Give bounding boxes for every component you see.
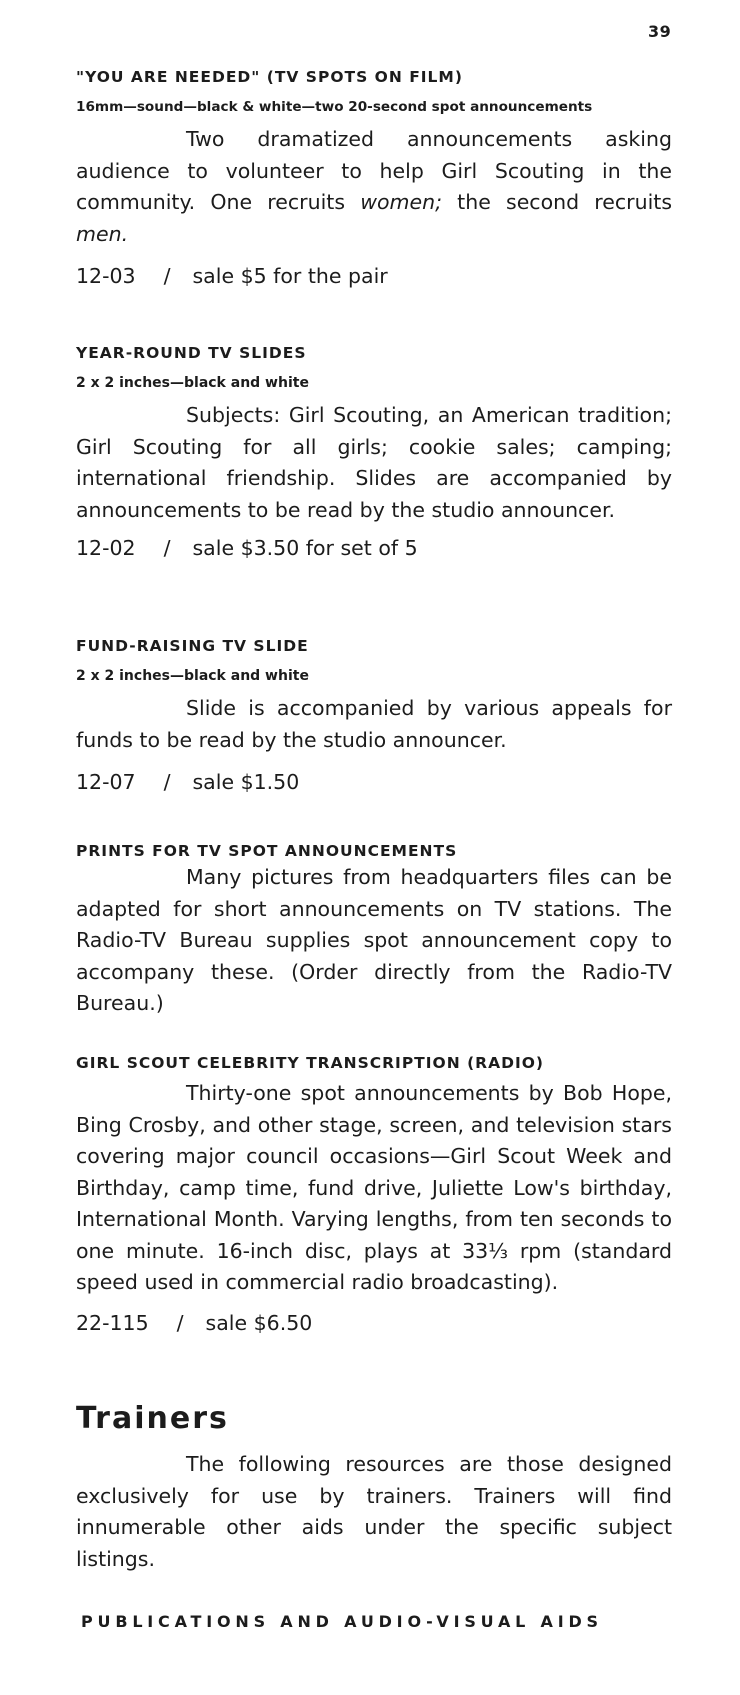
price: sale $3.50 for set of 5 (192, 536, 418, 560)
catalog-line (76, 262, 672, 290)
section-description: Thirty-one spot announcements by Bob Hope, Bing Crosby, and other stage, screen, and television stars covering major council occasions—Girl Scout Week and Birthday, camp time, fund drive, Juliette Low's birthday, International Month. Varying lengths, from ten seconds to one minute. 16-inch disc, plays at 33⅓ rpm (standard speed used in commercial radio broadcasting). (76, 1081, 672, 1294)
catalog-number: 12-02 (76, 536, 136, 560)
section-description: Subjects: Girl Scouting, an American tradition; Girl Scouting for all girls; cookie sales; camping; international friendship. Slides are accompanied by announcements to be read by the studio announcer. (76, 403, 672, 522)
section-description (76, 124, 672, 250)
description-text: Two dramatized announcements asking audience to volunteer to help Girl Scouting in the community. One recruits (76, 127, 672, 214)
catalog-number: 22-115 (76, 1310, 149, 1335)
price: sale $1.50 (192, 770, 300, 794)
catalog-line (76, 768, 672, 796)
section-subhead: 2 x 2 inches—black and white (76, 668, 309, 684)
section-description: The following resources are those designed exclusively for use by trainers. Trainers will find innumerable other aids under the specific subject listings. (76, 1452, 672, 1571)
description-italic-men: men. (76, 221, 129, 246)
section-heading: "YOU ARE NEEDED" (TV SPOTS ON FILM) (76, 68, 463, 86)
page-number: 39 (648, 22, 672, 41)
page-footer: PUBLICATIONS AND AUDIO-VISUAL AIDS (81, 1612, 603, 1631)
section-heading: PRINTS FOR TV SPOT ANNOUNCEMENTS (76, 842, 458, 860)
section-you-are-needed (76, 66, 672, 290)
catalog-line (76, 534, 672, 562)
price: sale $6.50 (205, 1310, 313, 1335)
description-text-mid: the second recruits (442, 190, 673, 214)
catalog-separator: / (176, 1310, 184, 1335)
catalog-number: 12-07 (76, 770, 136, 794)
section-title: Trainers (76, 1401, 229, 1436)
catalog-separator: / (163, 770, 171, 794)
section-subhead: 2 x 2 inches—black and white (76, 375, 309, 391)
description-italic-women: women; (360, 190, 442, 214)
section-fund-raising-tv-slide (76, 635, 672, 796)
section-heading: GIRL SCOUT CELEBRITY TRANSCRIPTION (RADIO) (76, 1054, 544, 1072)
catalog-number: 12-03 (76, 264, 136, 288)
section-subhead: 16mm—sound—black & white—two 20-second spot announcements (76, 99, 593, 115)
section-heading: FUND-RAISING TV SLIDE (76, 637, 309, 655)
catalog-separator: / (163, 536, 171, 560)
section-prints-for-tv-spot (76, 840, 672, 1020)
catalog-separator: / (163, 264, 171, 288)
section-heading: YEAR-ROUND TV SLIDES (76, 344, 307, 362)
section-description: Slide is accompanied by various appeals for funds to be read by the studio announcer. (76, 696, 672, 752)
section-year-round-tv-slides (76, 342, 672, 562)
price: sale $5 for the pair (192, 264, 388, 288)
section-description: Many pictures from headquarters files can be adapted for short announcements on TV stations. The Radio-TV Bureau supplies spot announcement copy to accompany these. (Order directly from the Radio-TV Bureau.) (76, 865, 672, 1015)
section-trainers (76, 1399, 672, 1575)
section-celebrity-transcription (76, 1052, 672, 1337)
catalog-line (76, 1309, 672, 1337)
